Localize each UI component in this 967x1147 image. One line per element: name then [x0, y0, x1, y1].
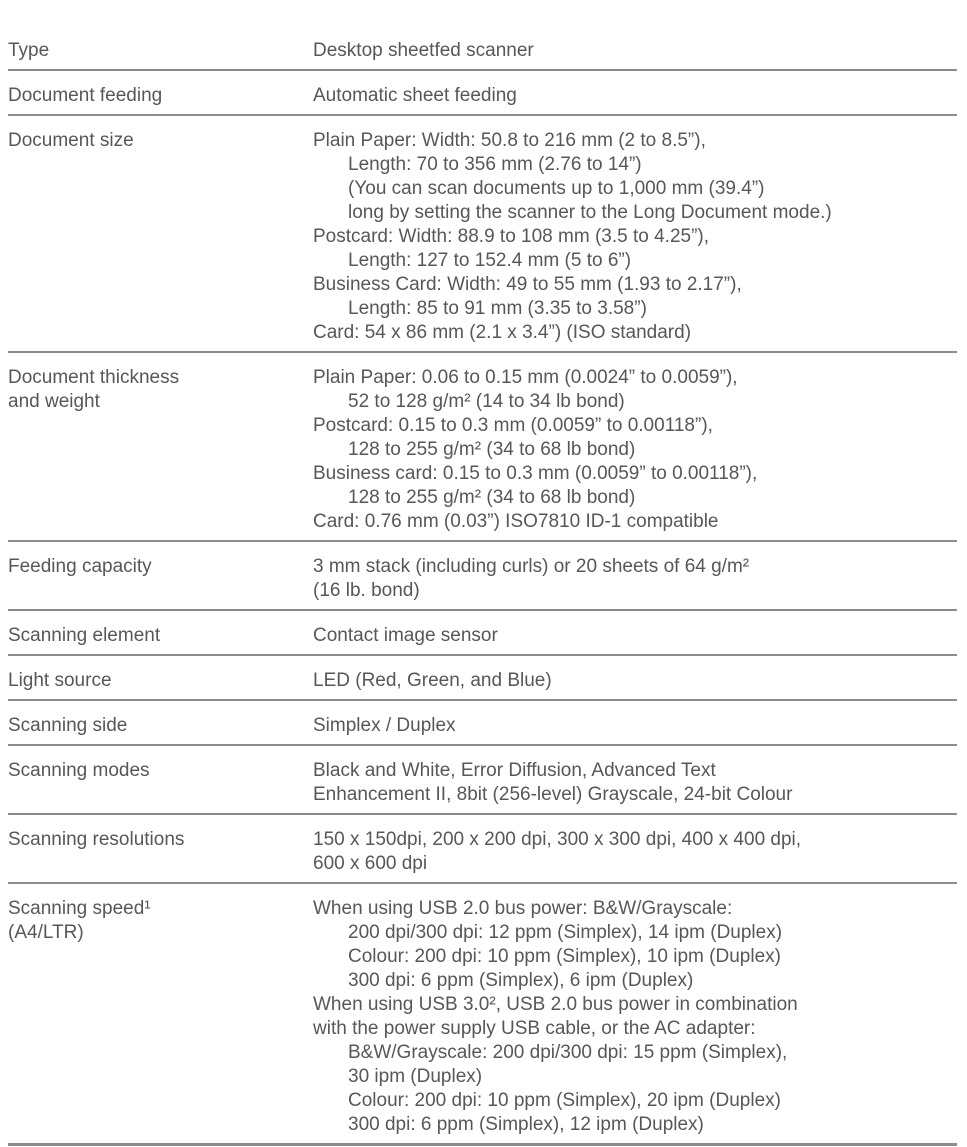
spec-row	[8, 71, 957, 116]
spec-value-line: Colour: 200 dpi: 10 ppm (Simplex), 10 ipm (Duplex)	[348, 946, 781, 967]
spec-row	[8, 701, 957, 746]
spec-row	[8, 611, 957, 656]
spec-value-line: When using USB 2.0 bus power: B&W/Grayscale:	[313, 898, 733, 919]
spec-value-line: Plain Paper: Width: 50.8 to 216 mm (2 to 8.5”),	[313, 130, 706, 151]
spec-label-line: Document thickness	[8, 367, 180, 388]
spec-row	[8, 116, 957, 353]
spec-value-line: 200 dpi/300 dpi: 12 ppm (Simplex), 14 ipm (Duplex)	[348, 922, 783, 943]
spec-value-line: Plain Paper: 0.06 to 0.15 mm (0.0024” to 0.0059”),	[313, 367, 738, 388]
spec-value	[313, 669, 957, 693]
spec-value	[313, 624, 957, 648]
spec-value	[313, 129, 957, 345]
spec-row	[8, 884, 957, 1146]
spec-value-line: Length: 85 to 91 mm (3.35 to 3.58”)	[348, 298, 647, 319]
spec-value-line: Desktop sheetfed scanner	[313, 40, 534, 61]
spec-value	[313, 366, 957, 534]
spec-label	[8, 366, 313, 534]
spec-value-line: When using USB 3.0², USB 2.0 bus power in combination	[313, 994, 798, 1015]
spec-value-line: 52 to 128 g/m² (14 to 34 lb bond)	[348, 391, 625, 412]
spec-value-line: 3 mm stack (including curls) or 20 sheets of 64 g/m²	[313, 556, 750, 577]
spec-row	[8, 746, 957, 815]
spec-label-line: (A4/LTR)	[8, 922, 84, 943]
spec-value	[313, 84, 957, 108]
spec-label-line: Document feeding	[8, 85, 163, 106]
spec-value-line: (You can scan documents up to 1,000 mm (39.4”)	[348, 178, 765, 199]
spec-label	[8, 555, 313, 603]
spec-value-line: Black and White, Error Diffusion, Advanced Text	[313, 760, 716, 781]
spec-value	[313, 828, 957, 876]
spec-value-line: 128 to 255 g/m² (34 to 68 lb bond)	[348, 487, 636, 508]
spec-label-line: Light source	[8, 670, 112, 691]
spec-label-line: Document size	[8, 130, 134, 151]
spec-label-line: Scanning modes	[8, 760, 150, 781]
spec-label	[8, 624, 313, 648]
spec-value-line: Enhancement II, 8bit (256-level) Grayscale, 24-bit Colour	[313, 784, 793, 805]
spec-value-line: Length: 127 to 152.4 mm (5 to 6”)	[348, 250, 632, 271]
spec-label	[8, 129, 313, 345]
spec-value-line: 300 dpi: 6 ppm (Simplex), 12 ipm (Duplex)	[348, 1114, 704, 1135]
spec-label	[8, 897, 313, 1137]
spec-value-line: Business Card: Width: 49 to 55 mm (1.93 to 2.17”),	[313, 274, 742, 295]
spec-row	[8, 26, 957, 71]
spec-value	[313, 897, 957, 1137]
spec-value	[313, 759, 957, 807]
spec-label	[8, 39, 313, 63]
spec-label-line: and weight	[8, 391, 100, 412]
spec-value-line: 300 dpi: 6 ppm (Simplex), 6 ipm (Duplex)	[348, 970, 694, 991]
spec-value-line: Card: 0.76 mm (0.03”) ISO7810 ID-1 compatible	[313, 511, 719, 532]
spec-value	[313, 39, 957, 63]
spec-label-line: Type	[8, 40, 50, 61]
spec-value-line: with the power supply USB cable, or the AC adapter:	[313, 1018, 756, 1039]
spec-value-line: 128 to 255 g/m² (34 to 68 lb bond)	[348, 439, 636, 460]
spec-value-line: Contact image sensor	[313, 625, 498, 646]
spec-value-line: Colour: 200 dpi: 10 ppm (Simplex), 20 ipm (Duplex)	[348, 1090, 781, 1111]
spec-value-line: (16 lb. bond)	[313, 580, 420, 601]
spec-label	[8, 714, 313, 738]
spec-label-line: Scanning element	[8, 625, 161, 646]
spec-label-line: Scanning speed¹	[8, 898, 151, 919]
spec-value-line: long by setting the scanner to the Long Document mode.)	[348, 202, 832, 223]
spec-label-line: Scanning resolutions	[8, 829, 185, 850]
spec-value-line: Business card: 0.15 to 0.3 mm (0.0059” to 0.00118”),	[313, 463, 758, 484]
spec-value	[313, 555, 957, 603]
spec-label	[8, 669, 313, 693]
spec-value-line: 600 x 600 dpi	[313, 853, 428, 874]
spec-label-line: Scanning side	[8, 715, 128, 736]
spec-value-line: 150 x 150dpi, 200 x 200 dpi, 300 x 300 dpi, 400 x 400 dpi,	[313, 829, 802, 850]
spec-label-line: Feeding capacity	[8, 556, 152, 577]
spec-value-line: Postcard: 0.15 to 0.3 mm (0.0059” to 0.00118”),	[313, 415, 713, 436]
spec-value-line: LED (Red, Green, and Blue)	[313, 670, 552, 691]
spec-value-line: Length: 70 to 356 mm (2.76 to 14”)	[348, 154, 642, 175]
spec-label	[8, 828, 313, 876]
spec-row	[8, 815, 957, 884]
spec-row	[8, 542, 957, 611]
spec-row	[8, 656, 957, 701]
spec-value-line: Card: 54 x 86 mm (2.1 x 3.4”) (ISO standard)	[313, 322, 692, 343]
spec-label	[8, 759, 313, 807]
spec-value-line: Simplex / Duplex	[313, 715, 456, 736]
spec-value-line: Automatic sheet feeding	[313, 85, 517, 106]
spec-value-line: Postcard: Width: 88.9 to 108 mm (3.5 to 4.25”),	[313, 226, 710, 247]
spec-value-line: 30 ipm (Duplex)	[348, 1066, 483, 1087]
spec-label	[8, 84, 313, 108]
spec-value-line: B&W/Grayscale: 200 dpi/300 dpi: 15 ppm (Simplex),	[348, 1042, 788, 1063]
spec-row	[8, 353, 957, 542]
spec-value	[313, 714, 957, 738]
